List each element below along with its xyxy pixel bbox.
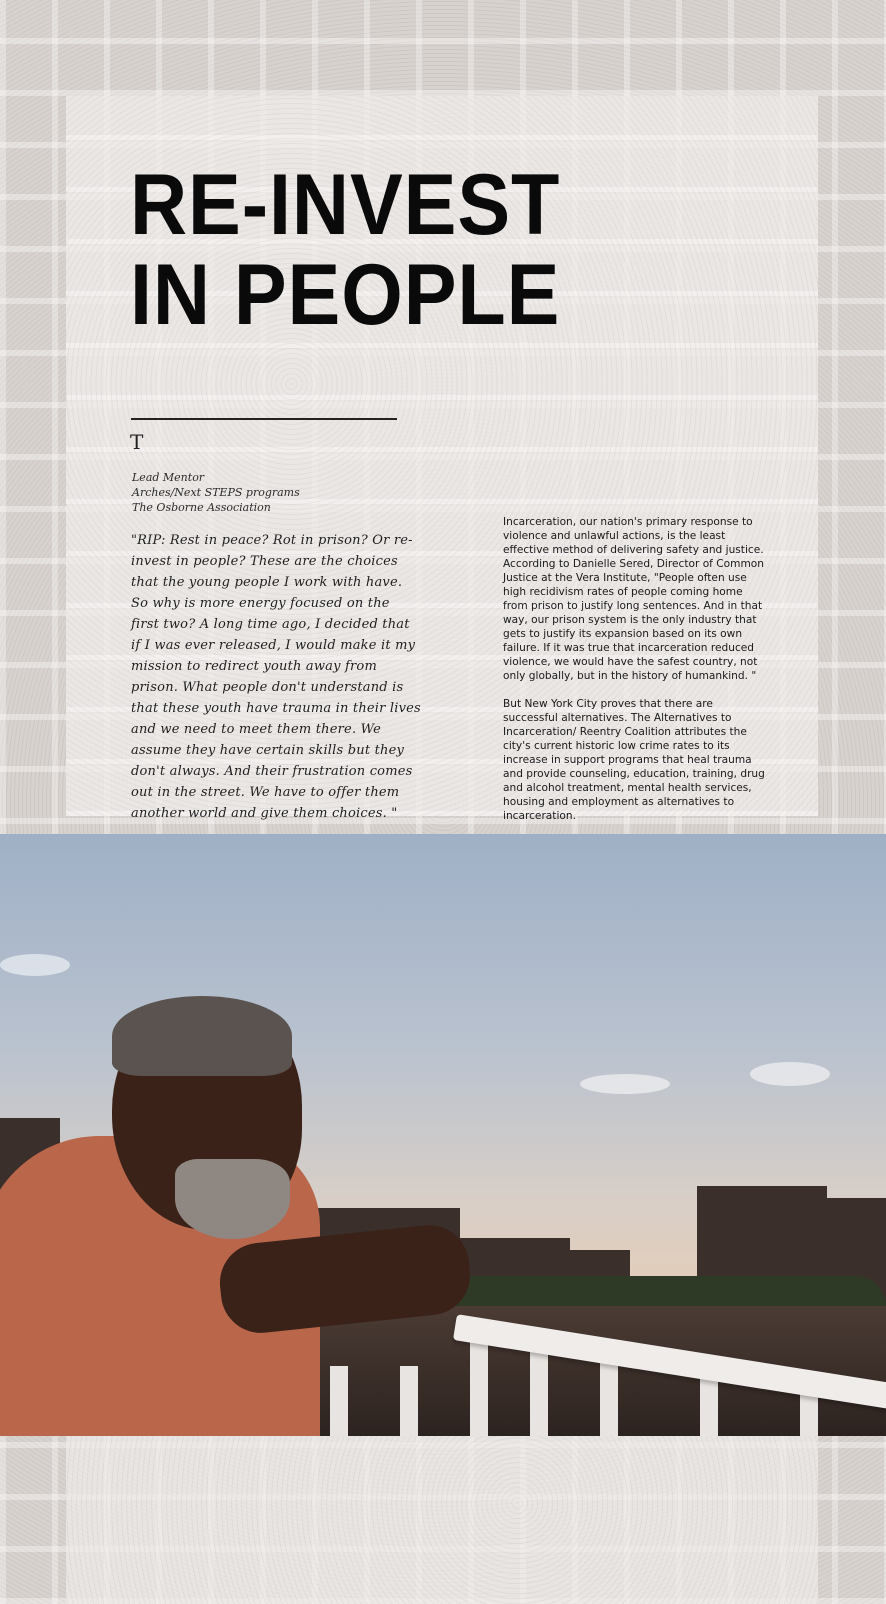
body-paragraph: But New York City proves that there are successful alternatives. The Alternatives to Incarceration/ Reentry Coalition attributes the city's current historic low crime rates to its increase in support programs that heal trauma and provide counseling, education, training, drug and alcohol treatment, mental health services, housing and employment as alternatives to incarceration.	[503, 698, 765, 822]
credit-program: Arches/Next STEPS programs	[132, 486, 300, 499]
railing-post	[330, 1366, 348, 1436]
cloud	[750, 1062, 830, 1086]
author-initial: T	[130, 430, 144, 454]
credit-role: Lead Mentor	[132, 471, 205, 484]
railing-post	[470, 1340, 488, 1436]
railing-post	[700, 1374, 718, 1436]
divider-rule	[131, 418, 397, 420]
portrait-photo	[0, 834, 886, 1436]
man-beard	[175, 1159, 290, 1239]
article-body	[503, 515, 765, 837]
author-credit	[132, 470, 300, 515]
railing-post	[400, 1366, 418, 1436]
bottom-panel	[66, 1436, 818, 1604]
cloud	[580, 1074, 670, 1094]
pull-quote: "RIP: Rest in peace? Rot in prison? Or re-invest in people? These are the choices that the young people I work with have. So why is more energy focused on the first two? A long time ago, I decided that if I was ever released, I would make it my mission to redirect youth away from prison. What people don't understand is that these youth have trauma in their lives and we need to meet them there. We assume they have certain skills but they don't always. And their frustration comes out in the street. We have to offer them another world and give them choices. "	[131, 533, 421, 821]
cloud	[0, 954, 70, 976]
railing-post	[530, 1350, 548, 1436]
railing-post	[600, 1360, 618, 1436]
body-paragraph: Incarceration, our nation's primary response to violence and unlawful actions, is the least effective method of delivering safety and justice. According to Danielle Sered, Director of Common Justice at the Vera Institute, "People often use high recidivism rates of people coming home from prison to justify long sentences. And in that way, our prison system is the only industry that gets to justify its expansion based on its own failure. If it was true that incarceration reduced violence, we would have the safest country, not only globally, but in the history of humankind. "	[503, 516, 764, 682]
man-hair	[112, 996, 292, 1076]
title-line-1: RE-INVEST	[130, 157, 561, 253]
credit-organization: The Osborne Association	[132, 501, 271, 514]
title-line-2: IN PEOPLE	[130, 247, 561, 343]
page-title	[130, 157, 561, 343]
